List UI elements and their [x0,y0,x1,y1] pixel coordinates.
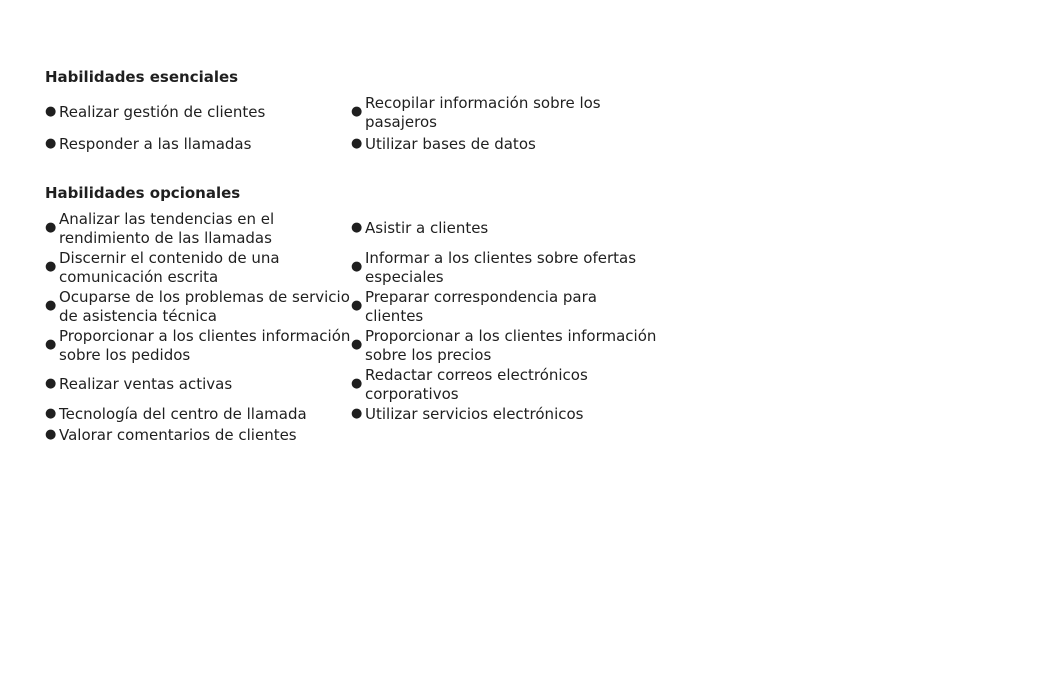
skill-item-label: Realizar ventas activas [59,375,233,394]
essential-skills-list [45,94,665,154]
bullet-icon: ● [351,259,363,275]
essential-skills-section [45,68,665,154]
optional-skills-section [45,184,665,444]
bullet-icon: ● [351,406,363,421]
bullet-icon: ● [45,426,57,442]
skill-item [45,135,351,154]
skill-item [351,327,657,364]
skill-item-label: Proporcionar a los clientes información sobre los precios [365,327,657,364]
bullet-icon: ● [45,406,57,421]
bullet-icon: ● [351,220,363,236]
skill-item [45,405,351,424]
skill-item [45,94,351,131]
optional-skills-list [45,210,665,444]
skill-item-label: Discernir el contenido de una comunicación escrita [59,249,280,286]
essential-skills-title: Habilidades esenciales [45,68,239,86]
bullet-icon: ● [45,104,57,120]
bullet-icon: ● [45,298,57,314]
bullet-icon: ● [45,259,57,275]
skill-item-label: Proporcionar a los clientes información sobre los pedidos [59,327,351,364]
bullet-icon: ● [45,136,57,151]
skill-item [351,288,657,325]
skill-item [45,288,351,325]
skill-item [45,249,351,286]
skill-item [351,249,657,286]
skill-item-label: Analizar las tendencias en el rendimiento de las llamadas [59,210,275,247]
skill-item-label: Informar a los clientes sobre ofertas especiales [365,249,637,286]
skill-item [45,327,351,364]
skill-item [351,94,657,131]
skill-item-label: Responder a las llamadas [59,135,252,153]
skill-item-label: Utilizar bases de datos [365,135,536,153]
skill-item-label: Valorar comentarios de clientes [59,425,297,444]
skill-item-label: Realizar gestión de clientes [59,103,266,122]
skill-item-label: Preparar correspondencia para clientes [365,288,597,325]
bullet-icon: ● [45,376,57,392]
skill-item-label: Utilizar servicios electrónicos [365,405,584,423]
optional-skills-title: Habilidades opcionales [45,184,241,202]
skill-item-label: Ocuparse de los problemas de servicio de asistencia técnica [59,288,350,325]
bullet-icon: ● [351,337,363,353]
skill-item [351,405,657,424]
skill-item [351,135,657,154]
bullet-icon: ● [351,104,363,120]
bullet-icon: ● [351,136,363,151]
bullet-icon: ● [351,298,363,314]
skill-item [45,426,351,445]
skill-item [351,366,657,403]
skill-item [45,366,351,403]
skill-item-label: Tecnología del centro de llamada [59,405,307,423]
bullet-icon: ● [351,376,363,392]
bullet-icon: ● [45,337,57,353]
skill-item-label: Recopilar información sobre los pasajeros [365,94,601,131]
skill-item-label: Asistir a clientes [365,219,489,238]
skill-item [351,210,657,247]
skill-item [45,210,351,247]
bullet-icon: ● [45,220,57,236]
skill-item-label: Redactar correos electrónicos corporativos [365,366,588,403]
